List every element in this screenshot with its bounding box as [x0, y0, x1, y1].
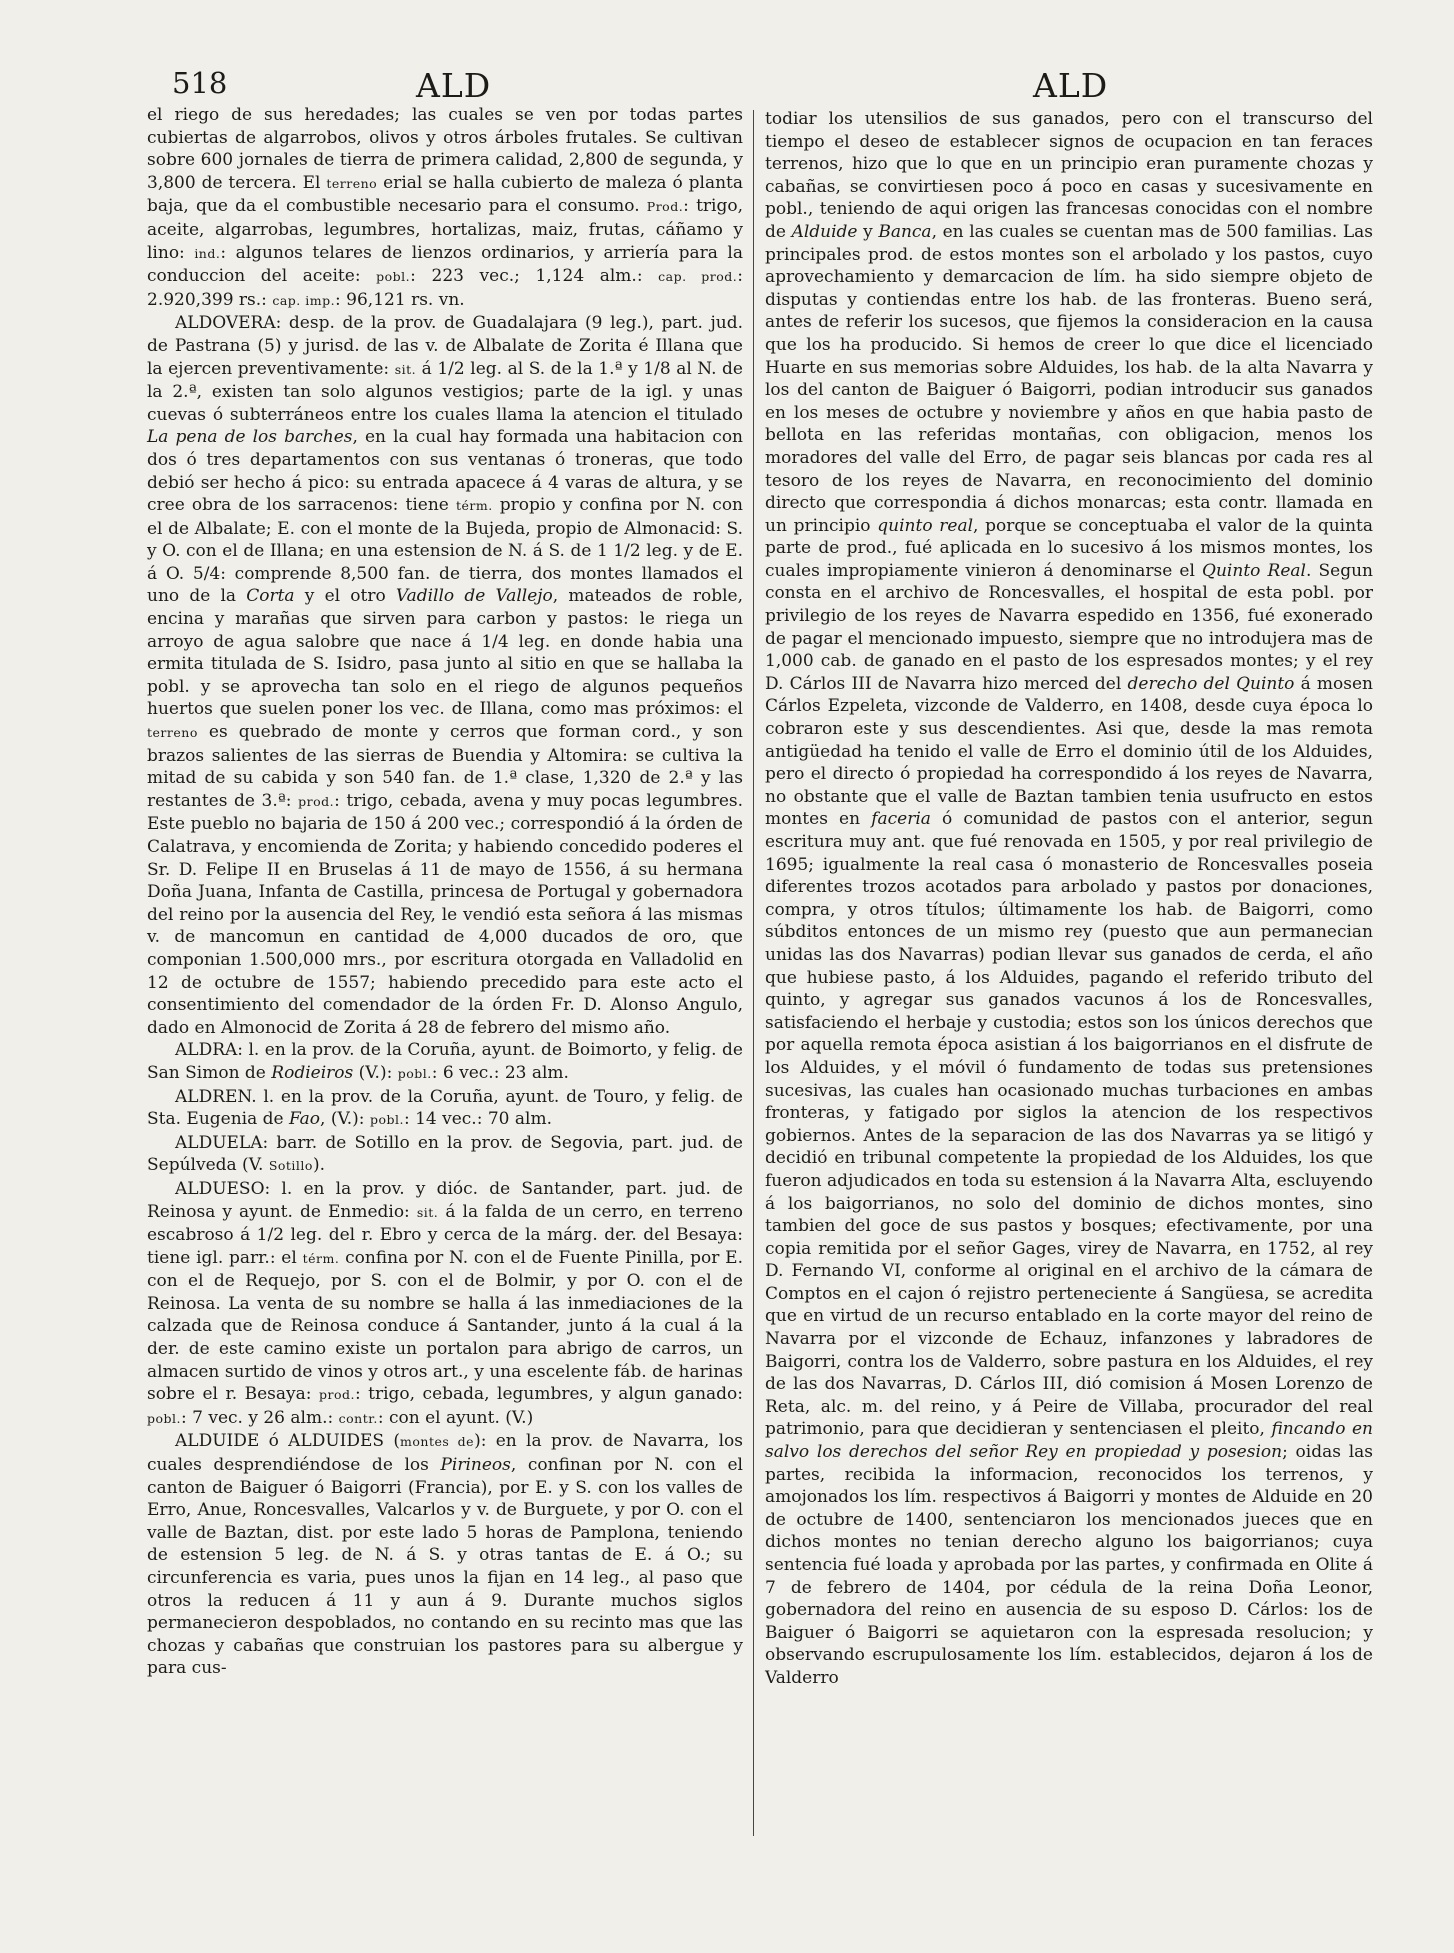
text-run: Sotillo	[268, 1158, 313, 1174]
text-run: , confinan por N. con el canton de Baiguer ó Baigorri (Francia), por E. y S. con los valles de Erro, Anue, Roncesvalles, Valcarlos y v. de Burguete, y por O. con el valle de Baztan, dist. por este lado 5 horas de Pamplona, teniendo de estension 5 leg. de N. á S. y otras tantas de E. á O.; su circunferencia es varia, pues unos la fijan en 14 leg., al paso que otros la reducen á 11 y aun á 9. Durante muchos siglos permanecieron despoblados, no contando en su recinto mas que las chozas y cabañas que construian los pastores para su albergue y para cus-	[147, 1455, 743, 1679]
headword: ALDREN	[175, 1086, 252, 1107]
text-run: montes de	[400, 1434, 475, 1450]
text-run: : trigo, cebada, legumbres, y algun ganado:	[354, 1384, 744, 1405]
text-run: : 14 vec.: 70 alm.	[403, 1109, 552, 1130]
continued-paragraph	[765, 108, 1373, 1690]
running-head-right: ALD	[1033, 66, 1109, 105]
text-run: ó comunidad de pastos con el anterior, segun escritura muy ant. que fué renovada en 1505, y por real privilegio de 1695; igualmente la real casa ó monasterio de Roncesvalles poseia diferentes trozos acotados para arbolado y pastos por donaciones, compra, y otros títulos; últimamente los hab. de Baigorri, como súbditos entonces de un mismo rey (puesto que aun permanecian unidas las dos Navarras) podian llevar sus ganados de cerda, el año que hubiese pasto, á los Alduides, pagando el referido tributo del quinto, y agregar sus ganados vacunos á los de Roncesvalles, satisfaciendo el herbaje y custodia; estos son los únicos derechos que por aquella remota época asistian á los baigorrianos en el disfrute de los Alduides, y el móvil ó fundamento de todas sus pretensiones sucesivas, las cuales han ocasionado muchas turbaciones en ambas fronteras, y fatigado por siglos la atencion de los respectivos gobiernos. Antes de la separacion de las dos Navarras ya se litigó y decidió en tribunal competente la propiedad de los Alduides, los que fueron adjudicados en toda su estension á la Navarra Alta, escluyendo á los baigorrianos, no solo del dominio de dichos montes, sino tambien del goce de sus pastos y bosques; efectivamente, por una copia remitida por el señor Gages, virey de Navarra, en 1752, al rey D. Fernando VI, conforme al original en el archivo de la cámara de Comptos en el cajon ó rejistro perteneciente á Sangüesa, se acredita que en virtud de un recurso entablado en la corte mayor del reino de Navarra por el vizconde de Echauz, infanzones y labradores de Baigorri, contra los de Valderro, sobre pastura en los Alduides, el rey de las dos Navarras, D. Cárlos III, dió comision á Mosen Lorenzo de Reta, alc. m. del reino, y á Peire de Villaba, procurador del real patrimonio, para que decidieran y sentenciasen el pleito,	[765, 809, 1373, 1440]
text-run: quinto real	[877, 515, 974, 536]
text-run: (	[384, 1431, 401, 1452]
headword: ALDUESO	[175, 1178, 265, 1199]
left-column	[147, 104, 743, 1680]
text-run: erial se halla cubierto de maleza ó planta baja, que da el combustible necesario para el consumo.	[147, 172, 743, 217]
headword: ALDUIDE ó ALDUIDES	[175, 1431, 385, 1452]
text-run: : 2.920,399 rs.:	[147, 266, 743, 310]
text-run: cap. imp.	[272, 292, 336, 308]
text-run: Quinto Real	[1202, 560, 1306, 581]
text-run: derecho del Quinto	[1127, 673, 1295, 694]
text-run: : trigo, aceite, algarrobas, legumbres, hortalizas, maiz, frutas, cáñamo y lino:	[147, 196, 743, 263]
text-run: . Segun consta en el archivo de Roncesvalles, el hospital de esta pobl. por privilegio de los reyes de Navarra espedido en 1356, fué exonerado de pagar el mencionado impuesto, siempre que no introdujera mas de 1,000 cab. de ganado en el pasto de los espresados montes; y el rey D. Cárlos III de Navarra hizo merced del	[765, 560, 1373, 694]
text-run: ; oidas las partes, recibida la informacion, reconocidos los terrenos, y amojonados los lím. respectivos á Baigorri y montes de Alduide en 20 de octubre de 1400, sentenciaron los mencionados jueces que en dichos montes no tenian derecho alguno los baigorrianos; cuya sentencia fué loada y aprobada por las partes, y confirmada en Olite á 7 de febrero de 1404, por cédula de la reina Doña Leonor, gobernadora del reino en ausencia de su esposo D. Cárlos: los de Baiguer ó Baigorri se aquietaron con la espresada resolucion; y observando escrupulosamente los lím. establecidos, dejaron á los de Valderro	[765, 1442, 1373, 1688]
text-run: , en la cual hay formada una habitacion con dos ó tres departamentos con sus ventanas ó troneras, que todo debió ser hecho á pico: su entrada apacece á 4 varas de altura, y se cree obra de los sarracenos: tiene	[147, 427, 743, 516]
continued-paragraph	[147, 104, 743, 312]
text-run: : desp. de la prov. de Guadalajara (9 leg.), part. jud. de Pastrana (5) y jurisd. de las v. de Albalate de Zorita é Illana que la ejercen preventivamente:	[147, 313, 743, 379]
text-run: pobl.	[147, 1410, 182, 1426]
text-run: á 1/2 leg. al S. de la 1.ª y 1/8 al N. de la 2.ª, existen tan solo algunos vestigios; parte de la igl. y unas cuevas ó subterráneos entre los cuales llama la atencion el titulado	[147, 358, 743, 425]
page-number: 518	[172, 66, 228, 100]
text-run: pobl.	[397, 1065, 432, 1081]
text-run: Prod.	[646, 199, 684, 215]
text-run: contr.	[338, 1410, 378, 1426]
text-run: Pirineos	[440, 1455, 511, 1476]
text-run: Banca	[878, 221, 932, 242]
text-run: La pena de los barches	[147, 427, 353, 448]
text-run: , en las cuales se cuentan mas de 500 familias. Las principales prod. de estos montes son el arbolado y los pastos, cuyo aprovechamiento y demarcacion de lím. ha sido siempre objeto de disputas y contiendas entre los hab. de las fronteras. Bueno será, antes de referir los sucesos, que fijemos la consideracion en la causa que los ha producido. Si hemos de creer lo que dice el licenciado Huarte en sus memorias sobre Alduides, los hab. de la alta Navarra y los del canton de Baiguer ó Baigorri, podian introducir sus ganados en los meses de octubre y noviembre y años en que habia pasto de bellota en las referidas montañas, con obligacion, menos los moradores del valle del Erro, de pagar seis blancas por cada res al tesoro de los reyes de Navarra, en reconocimiento del dominio directo que correspondia á dichos monarcas; esta contr. llamada en un principio	[765, 221, 1373, 536]
text-run: Alduide	[791, 221, 858, 242]
text-run: Rodieiros	[271, 1062, 354, 1083]
headword: ALDOVERA	[175, 313, 276, 334]
text-run: : 7 vec. y 26 alm.:	[181, 1407, 339, 1428]
text-run: propio y confina por N. con el de Albalate; E. con el monte de la Bujeda, propio de Almonacid: S. y O. con el de Illana; en una estension de N. á S. de 1 1/2 leg. y de E. á O. 5/4: comprende 8,500 fan. de tierra, dos montes llamados el uno de la	[147, 495, 744, 607]
text-run: : con el ayunt. (V.)	[377, 1407, 534, 1428]
text-run: ): en la prov. de Navarra, los cuales desprendiéndose de los	[147, 1431, 743, 1476]
dictionary-entry	[147, 312, 743, 1039]
text-run: . l. en la prov. de la Coruña, ayunt. de Touro, y felig. de Sta. Eugenia de	[147, 1086, 743, 1130]
dictionary-entry	[147, 1086, 743, 1132]
text-run: : algunos telares de lienzos ordinarios, y arriería para la conduccion del aceite:	[147, 242, 743, 287]
right-column	[765, 108, 1373, 1690]
text-run: sit.	[416, 1204, 439, 1220]
text-run: térm.	[302, 1250, 340, 1266]
text-run: confina por N. con el de Fuente Pinilla, por E. con el de Requejo, por S. con el de Bolmir, y por O. con el de Reinosa. La venta de su nombre se halla á las inmediaciones de la calzada que de Reinosa conduce á Santander, junto á la cual á la der. de este camino existe un portalon para abrigo de carros, un almacen surtido de vinos y otros art., y una escelente fáb. de harinas sobre el r. Besaya:	[147, 1247, 743, 1405]
text-run: pobl.	[376, 269, 411, 285]
text-run: cap. prod.	[658, 269, 738, 285]
text-run: y	[857, 221, 879, 242]
text-run: sit.	[394, 361, 417, 377]
text-run: : barr. de Sotillo en la prov. de Segovia, part. jud. de Sepúlveda (V.	[147, 1132, 743, 1176]
text-run: , mateados de roble, encina y marañas que sirven para carbon y pastos: le riega un arroyo de agua salobre que nace á 1/4 leg. en donde habia una ermita titulada de S. Isidro, pasa junto al sitio en que se hallaba la pobl. y se aprovecha tan solo en el riego de algunos pequeños huertos que suelen poner los vec. de Illana, como mas próximos: el	[147, 586, 743, 720]
running-head-left: ALD	[416, 66, 492, 105]
dictionary-entry	[147, 1132, 743, 1178]
text-run: faceria	[871, 809, 931, 830]
text-run: : 6 vec.: 23 alm.	[431, 1062, 569, 1083]
text-run: , porque se conceptuaba el valor de la quinta parte de prod., fué aplicada en lo sucesivo á los mismos montes, los cuales impropiamente vinieron á denominarse el	[765, 515, 1374, 581]
dictionary-entry	[147, 1178, 743, 1431]
column-divider	[753, 110, 754, 1836]
text-run: á mosen Cárlos Ezpeleta, vizconde de Valderro, en 1408, desde cuya época lo cobraron este y sus descendientes. Asi que, desde la mas remota antigüedad ha tenido el valle de Erro el dominio útil de los Alduides, pero el directo ó propiedad ha correspondido á los reyes de Navarra, no obstante que el valle de Baztan tambien tenia usufructo en estos montes en	[765, 673, 1374, 830]
text-run: prod.	[298, 793, 335, 809]
text-run: : trigo, cebada, avena y muy pocas legumbres. Este pueblo no bajaria de 150 á 200 vec.; correspondió á la órden de Calatrava, y encomienda de Zorita; y habiendo concedido poderes el Sr. D. Felipe II en Bruselas á 11 de mayo de 1556, á su hermana Doña Juana, Infanta de Castilla, princesa de Portugal y gobernadora del reino por la ausencia del Rey, le vendió esta señora á las mismas v. de mancomun en cantidad de 4,000 ducados de oro, que componian 1.500,000 mrs., por escritura otorgada en Valladolid en 12 de octubre de 1557; habiendo precedido para este acto el consentimiento del comendador de la órden Fr. D. Alonso Angulo, dado en Almonocid de Zorita á 28 de febrero del mismo año.	[147, 790, 744, 1038]
text-run: térm.	[455, 498, 493, 514]
text-run: (V.):	[353, 1062, 398, 1083]
headword: ALDRA	[175, 1040, 238, 1061]
text-run: Vadillo de Vallejo	[395, 586, 553, 607]
text-run: : 96,121 rs. vn.	[335, 289, 465, 310]
text-run: y el otro	[294, 586, 396, 607]
text-run: ind.	[194, 245, 221, 261]
text-run: : l. en la prov. de la Coruña, ayunt. de Boimorto, y felig. de San Simon de	[147, 1040, 743, 1083]
text-run: pobl.	[369, 1112, 404, 1128]
text-run: : l. en la prov. y dióc. de Santander, part. jud. de Reinosa y ayunt. de Enmedio:	[147, 1178, 743, 1222]
text-run: terreno	[147, 725, 198, 741]
text-run: prod.	[318, 1387, 355, 1403]
text-run: fincando en salvo los derechos del señor Rey en propiedad y posesion	[765, 1419, 1373, 1463]
text-run: á la falda de un cerro, en terreno escabroso á 1/2 leg. del r. Ebro y cerca de la márg. der. del Besaya: tiene igl. parr.: el	[147, 1201, 743, 1268]
dictionary-entry	[147, 1039, 743, 1085]
text-run: el riego de sus heredades; las cuales se ven por todas partes cubiertas de algarrobos, olivos y otros árboles frutales. Se cultivan sobre 600 jornales de tierra de primera calidad, 2,800 de segunda, y 3,800 de tercera. El	[147, 105, 743, 193]
text-run: , (V.):	[320, 1109, 370, 1130]
text-run: Corta	[246, 586, 295, 607]
text-run: ).	[312, 1155, 325, 1176]
text-run: : 223 vec.; 1,124 alm.:	[410, 266, 659, 287]
dictionary-entry	[147, 1430, 743, 1680]
text-run: es quebrado de monte y cerros que forman cord., y son brazos salientes de las sierras de Buendia y Altomira: se cultiva la mitad de su cabida y son 540 fan. de 1.ª clase, 1,320 de 2.ª y las restantes de 3.ª:	[147, 722, 743, 811]
text-run: Fao	[289, 1109, 321, 1130]
headword: ALDUELA	[175, 1132, 263, 1153]
text-run: terreno	[326, 175, 378, 191]
text-run: todiar los utensilios de sus ganados, pero con el transcurso del tiempo el deseo de establecer signos de ocupacion en tan feraces terrenos, hizo que lo que en un principio eran puramente chozas y cabañas, se convirtiesen poco á poco en casas y sucesivamente en pobl., teniendo de aqui origen las francesas conocidas con el nombre de	[765, 109, 1373, 242]
